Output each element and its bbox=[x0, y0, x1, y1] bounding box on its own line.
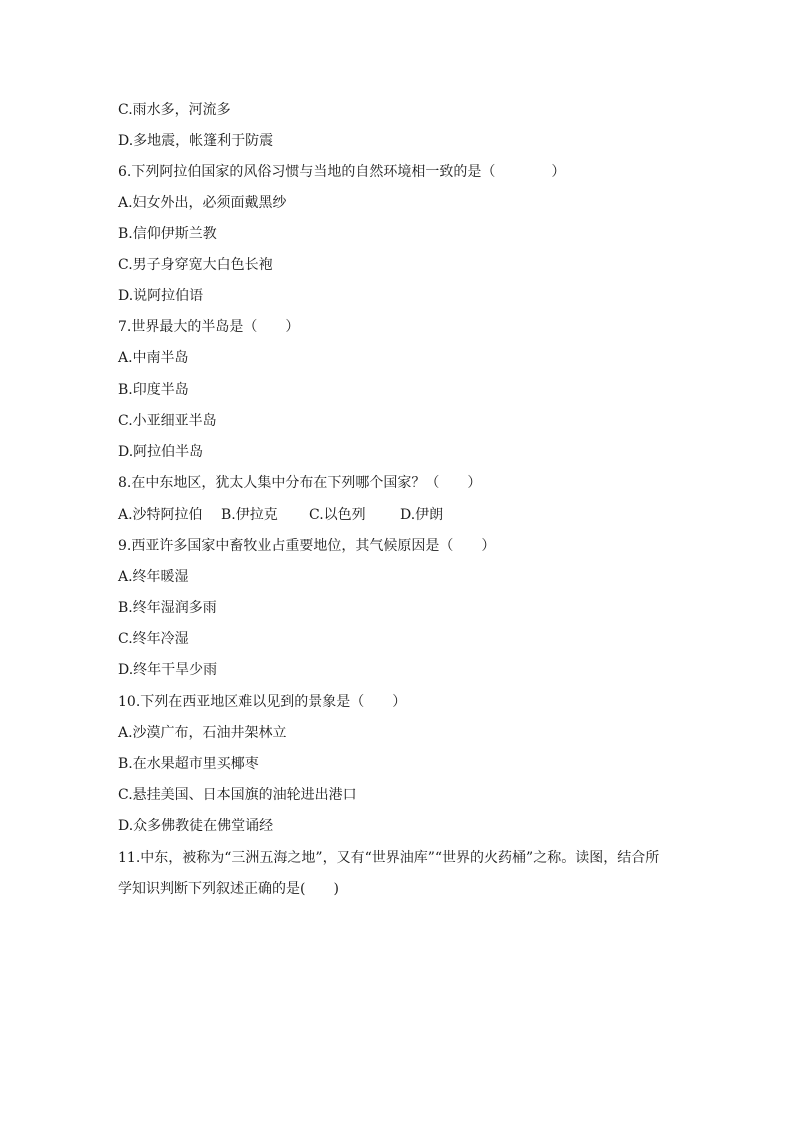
question-11-line-2: 学知识判断下列叙述正确的是( ) bbox=[118, 881, 339, 897]
q10-option-b: B.在水果超市里买椰枣 bbox=[118, 756, 259, 772]
q8-options bbox=[118, 505, 443, 525]
question-11-line-1: 11.中东，被称为“三洲五海之地”，又有“世界油库”“世界的火药桶”之称。读图，结合所 bbox=[118, 850, 660, 866]
q6-option-c: C.男子身穿宽大白色长袍 bbox=[118, 257, 273, 273]
q8-option-a: A.沙特阿拉伯 bbox=[118, 507, 203, 523]
question-6: 6.下列阿拉伯国家的风俗习惯与当地的自然环境相一致的是（ ） bbox=[118, 164, 566, 180]
question-9: 9.西亚许多国家中畜牧业占重要地位，其气候原因是（ ） bbox=[118, 538, 496, 554]
q8-option-d: D.伊朗 bbox=[400, 507, 444, 523]
q8-option-b: B.伊拉克 bbox=[221, 507, 278, 523]
q9-option-a: A.终年暖湿 bbox=[118, 569, 189, 585]
question-8: 8.在中东地区，犹太人集中分布在下列哪个国家？（ ） bbox=[118, 475, 482, 491]
q9-option-d: D.终年干旱少雨 bbox=[118, 662, 218, 678]
q10-option-a: A.沙漠广布，石油井架林立 bbox=[118, 725, 287, 741]
q7-option-a: A.中南半岛 bbox=[118, 350, 189, 366]
q6-option-a: A.妇女外出，必须面戴黑纱 bbox=[118, 195, 287, 211]
q7-option-c: C.小亚细亚半岛 bbox=[118, 413, 217, 429]
q9-option-c: C.终年冷湿 bbox=[118, 631, 189, 647]
q9-option-b: B.终年湿润多雨 bbox=[118, 600, 217, 616]
q8-option-c: C.以色列 bbox=[309, 507, 366, 523]
q10-option-d: D.众多佛教徒在佛堂诵经 bbox=[118, 818, 274, 834]
q6-option-b: B.信仰伊斯兰教 bbox=[118, 226, 217, 242]
q5-option-d: D.多地震，帐篷利于防震 bbox=[118, 133, 274, 149]
question-7: 7.世界最大的半岛是（ ） bbox=[118, 319, 300, 335]
q5-option-c: C.雨水多，河流多 bbox=[118, 102, 231, 118]
q10-option-c: C.悬挂美国、日本国旗的油轮进出港口 bbox=[118, 787, 357, 803]
q7-option-d: D.阿拉伯半岛 bbox=[118, 444, 204, 460]
q7-option-b: B.印度半岛 bbox=[118, 382, 189, 398]
q6-option-d: D.说阿拉伯语 bbox=[118, 288, 204, 304]
question-10: 10.下列在西亚地区难以见到的景象是（ ） bbox=[118, 694, 407, 710]
